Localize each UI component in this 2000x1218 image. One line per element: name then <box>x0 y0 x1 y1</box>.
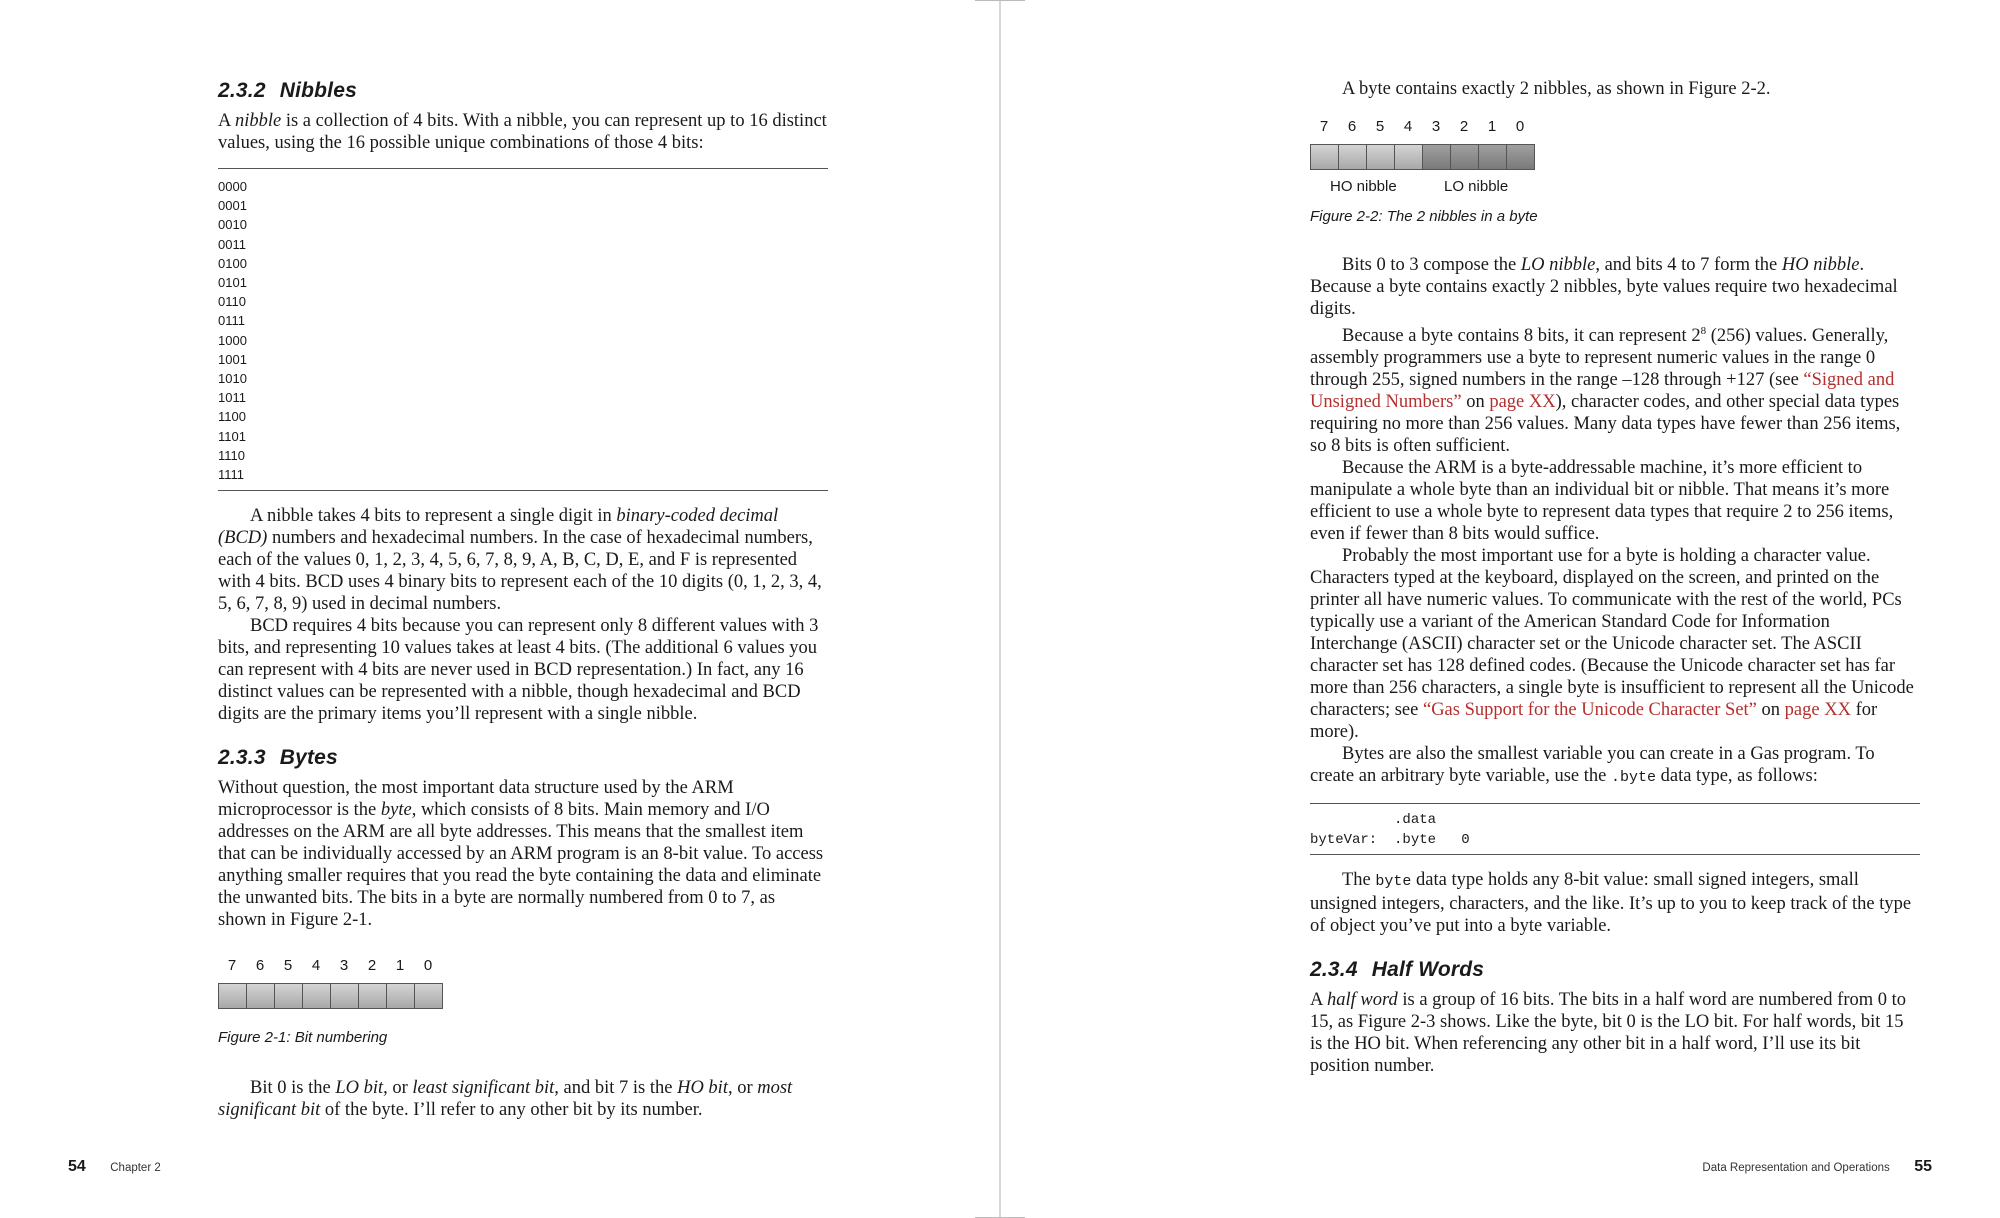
bit-label: 3 <box>1431 118 1441 135</box>
figure-caption: Figure 2-2: The 2 nibbles in a byte <box>1310 208 1538 225</box>
paragraph-byte-variable: Bytes are also the smallest variable you can create in a Gas program. To create an arbitrary byte variable, use the .byte data type, as follows: <box>1310 744 1875 787</box>
bit-label: 6 <box>255 957 265 975</box>
link-signed-unsigned[interactable]: “Signed and Unsigned Numbers” <box>1310 370 1895 413</box>
section-heading-half-words: 2.3.4 Half Words <box>1310 958 1485 982</box>
bit-label: 4 <box>311 957 321 975</box>
lo-nibble-label: LO nibble <box>1444 178 1509 195</box>
section-heading-bytes: 2.3.3 Bytes <box>218 746 338 770</box>
bit-label: 7 <box>1319 118 1329 135</box>
figure-2-2 <box>1310 116 1920 228</box>
nibble-value: 0001 <box>218 198 247 214</box>
bit-box <box>359 984 387 1008</box>
bit-label: 6 <box>1347 118 1357 135</box>
bit-box <box>1479 145 1507 169</box>
section-heading-nibbles: 2.3.2 Nibbles <box>218 79 357 102</box>
paragraph-byte-addressable: Because the ARM is a byte-addressable machine, it’s more efficient to manipulate a whole byte than an individual bit or nibble. That means it’s more efficient to use a whole byte to represent data types that require 2 to 256 items, even if fewer than 8 bits would suffice. <box>1310 458 1894 545</box>
nibble-value: 1101 <box>218 428 246 444</box>
bit-box <box>1367 145 1395 169</box>
nibble-value: 0100 <box>218 255 247 271</box>
nibble-value: 1000 <box>218 332 247 348</box>
nibble-value: 1111 <box>218 467 245 483</box>
bit-box <box>1339 145 1367 169</box>
table-rule-bottom <box>218 490 828 491</box>
bit-box <box>415 984 442 1008</box>
bit-box <box>1423 145 1451 169</box>
nibble-value: 1110 <box>218 447 245 463</box>
paragraph-bcd-bits: BCD requires 4 bits because you can represent only 8 different values with 3 bits, and representing 10 values takes at least 4 bits. (The additional 6 values you can represent with 4 bits are never used in BCD representation.) In fact, any 16 distinct values can be represented with a nibble, though hexadecimal and BCD digits are the primary items you’ll represent with a single nibble. <box>218 616 819 725</box>
nibble-value: 0110 <box>218 294 246 310</box>
nibble-values-list <box>218 169 828 490</box>
bit-label: 1 <box>395 957 405 975</box>
page-number: 54 <box>68 1158 86 1175</box>
code-listing: .data byteVar: .byte 0 <box>1310 812 1470 849</box>
right-page-content <box>1310 78 1920 1077</box>
left-footer <box>68 1158 161 1176</box>
bit-label: 3 <box>339 957 349 975</box>
bit-label: 7 <box>227 957 237 975</box>
nibble-value: 1100 <box>218 409 246 425</box>
bit-box <box>331 984 359 1008</box>
link-page-xx[interactable]: page XX <box>1489 392 1556 413</box>
paragraph-bcd: A nibble takes 4 bits to represent a single digit in binary-coded decimal (BCD) numbers and hexadecimal numbers. In the case of hexadecimal numbers, each of the values 0, 1, 2, 3, 4, 5, 6, 7, 8, 9, A, B, C, D, E, and F is represented with 4 bits. BCD uses 4 binary bits to represent each of the 10 digits (0, 1, 2, 3, 4, 5, 6, 7, 8, 9) used in decimal numbers. <box>218 506 822 615</box>
nibble-value: 0101 <box>218 275 247 291</box>
bit-box <box>303 984 331 1008</box>
bit-label: 0 <box>423 957 433 975</box>
bit-label: 4 <box>1403 118 1413 135</box>
nibble-value: 0000 <box>218 179 247 194</box>
bit-number-labels <box>1310 116 1920 138</box>
paragraph-character-value: Probably the most important use for a byte is holding a character value. Characters typed at the keyboard, displayed on the screen, and printed on the printer all have numeric values. To communicate with the rest of the world, PCs typically use a variant of the American Standard Code for Information Interchange (ASCII) character set or the Unicode character set. The ASCII character set has 128 defined codes. (Because the Unicode character set has far more than 256 characters, a single byte is insufficient to represent all the Unicode characters; see “Gas Support for the Unicode Character Set” on page XX for more). <box>1310 546 1914 743</box>
paragraph-half-word: A half word is a group of 16 bits. The bits in a half word are numbered from 0 to 15, as Figure 2-3 shows. Like the byte, bit 0 is the LO bit. For half words, bit 15 is the HO bit. When referencing any other bit in a half word, I’ll use its bit position number. <box>1310 990 1907 1077</box>
bit-box <box>1311 145 1339 169</box>
bit-boxes <box>1310 144 1535 170</box>
bit-box <box>1451 145 1479 169</box>
bit-box <box>1507 145 1534 169</box>
nibble-labels <box>1310 176 1920 198</box>
code-rule-bottom <box>1310 854 1920 855</box>
figure-2-1 <box>218 955 828 1049</box>
bit-label: 5 <box>1375 118 1385 135</box>
paragraph-byte-nibbles: A byte contains exactly 2 nibbles, as shown in Figure 2-2. <box>1342 79 1771 99</box>
figure-caption: Figure 2-1: Bit numbering <box>218 1029 388 1047</box>
paragraph-lo-ho-nibble: Bits 0 to 3 compose the LO nibble, and bits 4 to 7 form the HO nibble. Because a byte contains exactly 2 nibbles, byte values require two hexadecimal digits. <box>1310 255 1898 319</box>
right-footer <box>1702 1158 1932 1176</box>
paragraph-nibble-definition: A nibble is a collection of 4 bits. With a nibble, you can represent up to 16 distinct values, using the 16 possible unique combinations of those 4 bits: <box>218 111 827 153</box>
bit-box <box>1395 145 1423 169</box>
bit-label: 0 <box>1515 118 1525 135</box>
nibble-value: 0011 <box>218 236 246 252</box>
page-number: 55 <box>1914 1158 1932 1175</box>
running-footer: Data Representation and Operations <box>1702 1162 1890 1174</box>
running-footer: Chapter 2 <box>110 1162 161 1174</box>
bit-box <box>387 984 415 1008</box>
nibble-value: 0010 <box>218 217 247 233</box>
bit-box <box>219 984 247 1008</box>
bit-box <box>275 984 303 1008</box>
bit-label: 2 <box>367 957 377 975</box>
bit-box <box>247 984 275 1008</box>
bit-label: 2 <box>1459 118 1469 135</box>
left-page-content <box>218 80 828 1121</box>
bit-label: 5 <box>283 957 293 975</box>
nibble-value: 1010 <box>218 371 247 387</box>
right-page <box>1000 0 2000 1218</box>
bit-label: 1 <box>1487 118 1497 135</box>
nibble-value: 1011 <box>218 390 246 406</box>
nibble-value: 1001 <box>218 351 247 367</box>
paragraph-byte-definition: Without question, the most important data structure used by the ARM microprocessor is the byte, which consists of 8 bits. Main memory and I/O addresses on the ARM are all byte addresses. This means that the smallest item that can be individually accessed by an ARM program is an 8-bit value. To access anything smaller requires that you read the byte containing the data and eliminate the unwanted bits. The bits in a byte are normally numbered from 0 to 7, as shown in Figure 2-1. <box>218 778 824 931</box>
nibble-value: 0111 <box>218 313 245 329</box>
paragraph-lo-ho-bits: Bit 0 is the LO bit, or least significant bit, and bit 7 is the HO bit, or most significant bit of the byte. I’ll refer to any other bit by its number. <box>218 1078 793 1121</box>
paragraph-byte-type: The byte data type holds any 8-bit value: small signed integers, small unsigned integers, characters, and the like. It’s up to you to keep track of the type of object you’ve put into a byte variable. <box>1310 870 1912 937</box>
link-page-xx[interactable]: page XX <box>1784 700 1851 721</box>
ho-nibble-label: HO nibble <box>1330 178 1397 195</box>
link-gas-unicode[interactable]: “Gas Support for the Unicode Character Set” <box>1422 700 1757 721</box>
bit-number-labels <box>218 955 828 977</box>
paragraph-byte-range: Because a byte contains 8 bits, it can represent $2^8$ (256) values. Generally, assembly programmers use a byte to represent numeric values in the range 0 through 255, signed numbers in the range –128 through +127 (see “Signed and Unsigned Numbers” on page XX), character codes, and other special data types requiring no more than 256 values. Many data types have fewer than 256 items, so 8 bits is often sufficient. <box>1310 325 1901 457</box>
bit-boxes <box>218 983 443 1009</box>
